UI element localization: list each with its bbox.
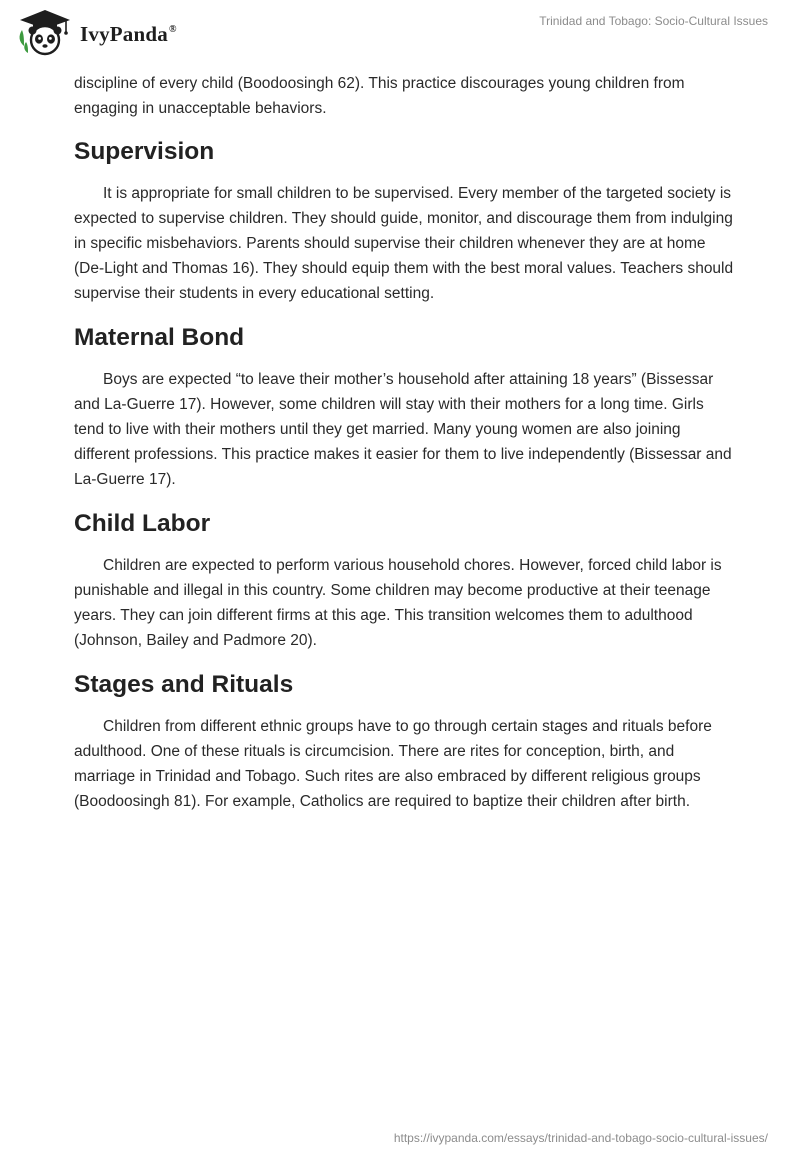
section-paragraph-child-labor: Children are expected to perform various household chores. However, forced child labor is punishable and illegal in this country. Some children may become productive at their teenage years. They can join different firms at this age. This transition welcomes them to adulthood (Johnson, Bailey and Padmore 20). — [74, 557, 722, 649]
source-url[interactable]: https://ivypanda.com/essays/trinidad-and-tobago-socio-cultural-issues/ — [393, 1131, 768, 1145]
section-paragraph-maternal-bond: Boys are expected “to leave their mother’s household after attaining 18 years” (Bissessar and La-Guerre 17). However, some children will stay with their mothers for a long time. Girls tend to live with their mothers until they get married. Many young women are also joining different professions. This practice makes it easier for them to live independently (Bissessar and La-Guerre 17). — [74, 371, 732, 488]
document-title: Trinidad and Tobago: Socio-Cultural Issues — [539, 14, 768, 28]
section-paragraph-stages-and-rituals: Children from different ethnic groups have to go through certain stages and rituals before adulthood. One of these rituals is circumcision. There are rites for conception, birth, and marriage in Trinidad and Tobago. Such rites are also embraced by different religious groups (Boodoosingh 81). For example, Catholics are required to baptize their children after birth. — [74, 718, 712, 810]
section-paragraph-supervision: It is appropriate for small children to be supervised. Every member of the targeted society is expected to supervise children. They should guide, monitor, and discourage them from indulging in specific misbehaviors. Parents should supervise their children whenever they are at home (De-Light and Thomas 16). They should equip them with the best moral values. Teachers should supervise their students in every educational setting. — [74, 185, 734, 302]
panda-graduation-icon — [16, 8, 74, 56]
intro-paragraph: discipline of every child (Boodoosingh 62). This practice discourages young children from engaging in unacceptable behaviors. — [74, 75, 685, 117]
registered-mark: ® — [168, 23, 177, 35]
section-heading-child-labor: Child Labor — [74, 510, 211, 537]
section-heading-stages-and-rituals: Stages and Rituals — [74, 671, 294, 698]
section-heading-supervision: Supervision — [74, 138, 215, 165]
section-heading-maternal-bond: Maternal Bond — [74, 324, 245, 351]
essay-body — [74, 71, 734, 814]
ivypanda-logo[interactable] — [16, 8, 177, 56]
page-header — [0, 0, 800, 64]
brand-name: IvyPanda® — [80, 21, 177, 46]
